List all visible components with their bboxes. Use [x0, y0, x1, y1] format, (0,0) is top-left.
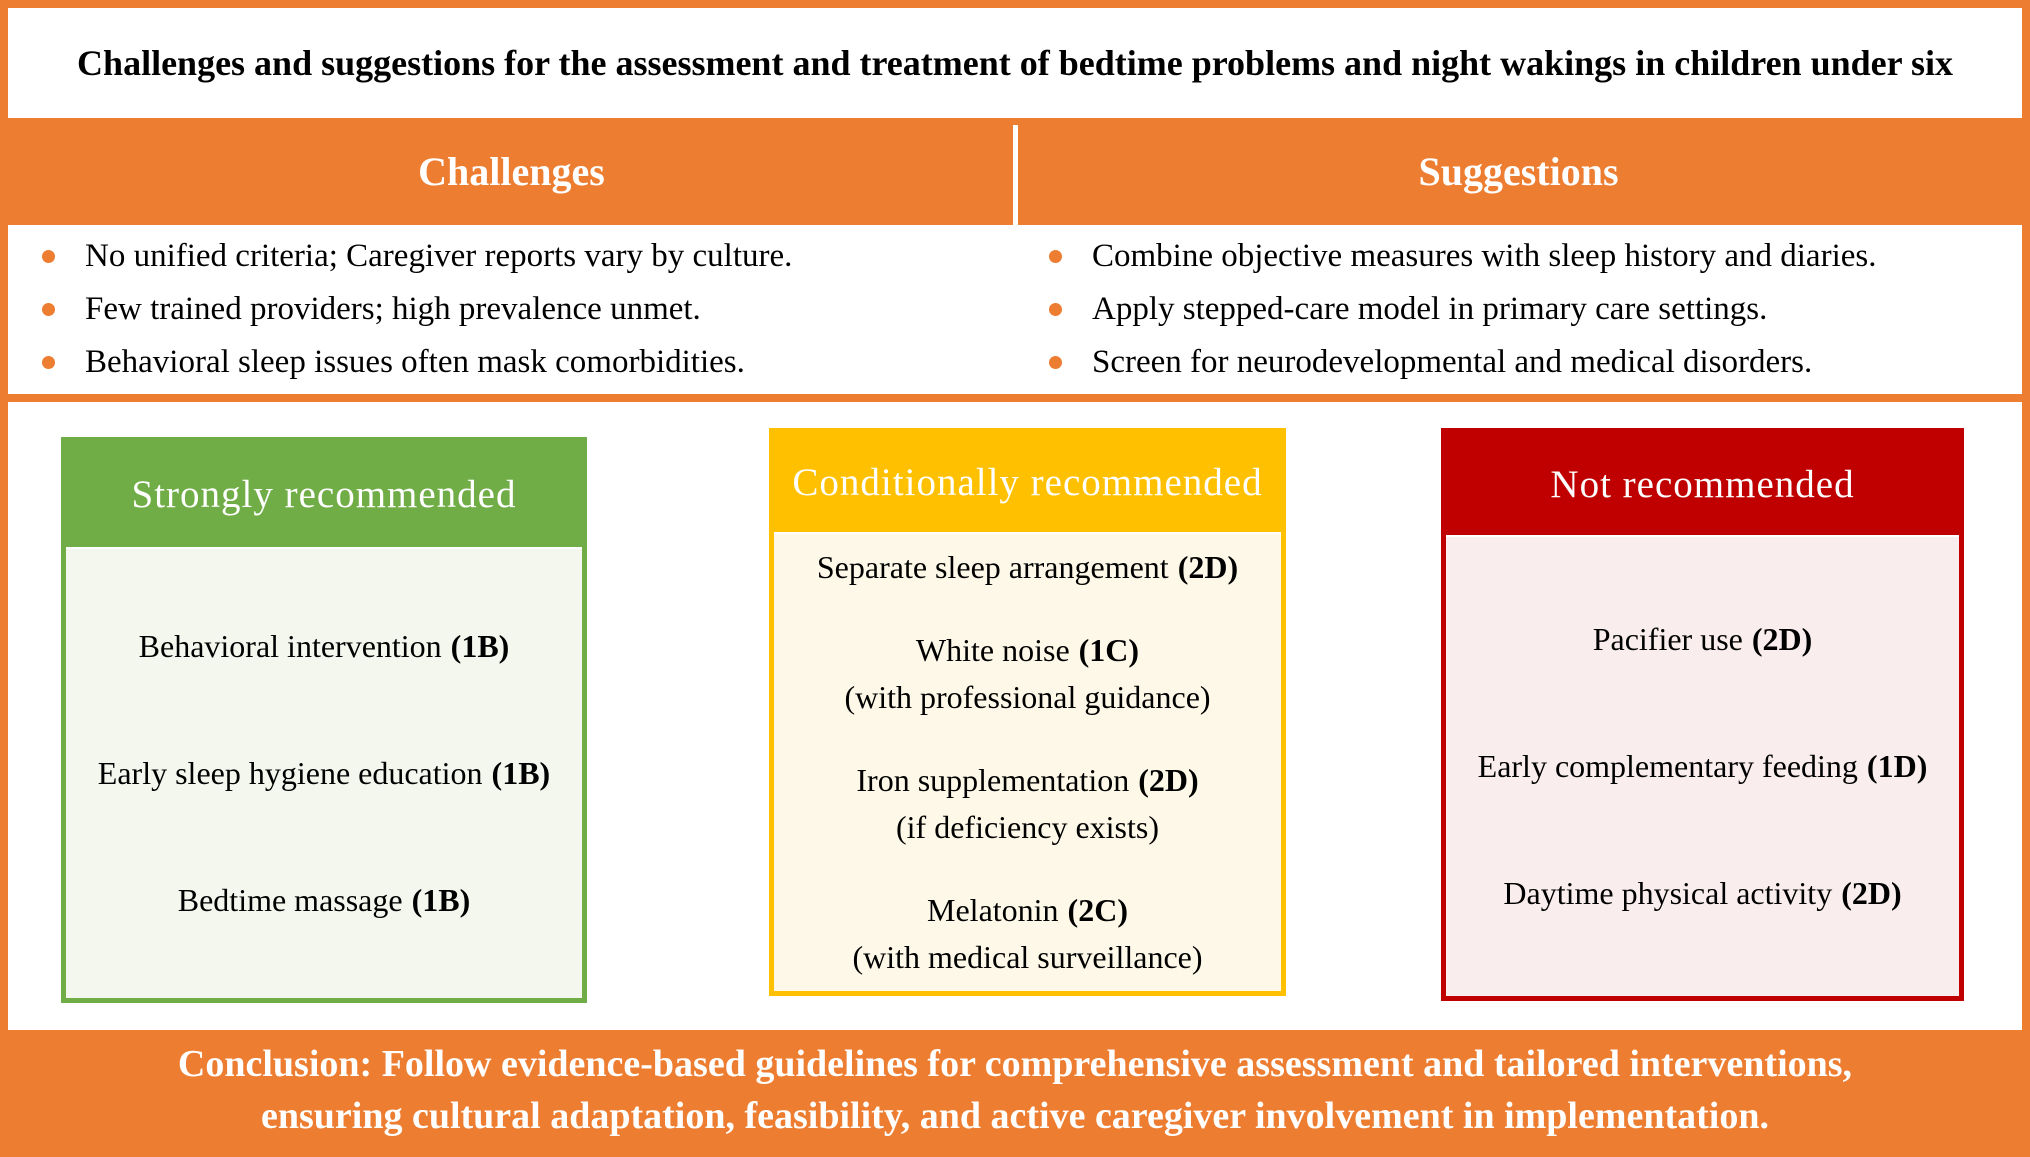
challenge-item — [8, 283, 1015, 336]
challenges-header: Challenges — [418, 149, 605, 194]
recommendation-item — [852, 887, 1202, 981]
item-note: (if deficiency exists) — [896, 809, 1159, 845]
item-line — [852, 887, 1202, 934]
recommendation-item — [178, 877, 470, 924]
recommendation-item — [139, 623, 510, 670]
bullet-dot-icon — [1049, 250, 1062, 263]
bullet-dot-icon — [42, 303, 55, 316]
item-grade: (2D) — [1138, 762, 1199, 798]
conclusion-line-2: ensuring cultural adaptation, feasibility, and active caregiver involvement in implementation. — [260, 1094, 1769, 1137]
item-grade: (2C) — [1067, 892, 1128, 928]
item-label: Separate sleep arrangement — [816, 549, 1169, 585]
item-grade: (1C) — [1078, 632, 1140, 668]
item-line — [844, 627, 1210, 674]
item-grade: (1B) — [450, 628, 510, 664]
conclusion-line-1: Conclusion: Follow evidence-based guidelines for comprehensive assessment and tailored interventions, — [177, 1042, 1853, 1085]
recommendation-item — [1478, 743, 1928, 790]
item-label: Daytime physical activity — [1503, 875, 1833, 911]
item-label: Pacifier use — [1592, 621, 1743, 657]
item-label: Melatonin — [927, 892, 1059, 928]
item-line — [856, 757, 1198, 804]
item-grade: (1B) — [411, 882, 471, 918]
suggestion-item — [1015, 230, 2022, 283]
suggestions-column — [1015, 225, 2022, 394]
conditionally-recommended-box — [769, 428, 1286, 996]
suggestion-item — [1015, 283, 2022, 336]
item-grade: (1D) — [1866, 748, 1928, 784]
section-divider — [8, 394, 2022, 402]
strongly-recommended-box — [61, 437, 587, 1003]
item-note: (with professional guidance) — [844, 679, 1211, 715]
conditionally-recommended-body — [774, 532, 1281, 991]
not-recommended-body — [1446, 535, 1959, 996]
item-grade: (1B) — [491, 755, 551, 791]
item-label: Bedtime massage — [177, 882, 403, 918]
not-recommended-box — [1441, 428, 1964, 1001]
item-grade: (2D) — [1177, 549, 1239, 585]
recommendation-item — [1503, 870, 1901, 917]
strongly-recommended-header: Strongly recommended — [66, 442, 582, 547]
suggestion-text: Screen for neurodevelopmental and medical disorders. — [1092, 344, 1813, 380]
column-header-band — [8, 118, 2022, 225]
item-line — [139, 623, 510, 670]
recommendation-item — [844, 627, 1210, 721]
recommendation-item — [856, 757, 1198, 851]
challenge-item — [8, 230, 1015, 283]
item-label: Behavioral intervention — [138, 628, 442, 664]
recommendation-item — [98, 750, 550, 797]
column-divider — [1013, 125, 1018, 225]
item-grade: (2D) — [1751, 621, 1813, 657]
challenge-text: Behavioral sleep issues often mask comorbidities. — [85, 344, 745, 380]
challenge-item — [8, 336, 1015, 389]
recommendation-item — [817, 544, 1238, 591]
challenge-text: No unified criteria; Caregiver reports vary by culture. — [85, 238, 793, 274]
bullet-dot-icon — [42, 356, 55, 369]
suggestion-text: Apply stepped-care model in primary care settings. — [1092, 291, 1768, 327]
item-label: Iron supplementation — [856, 762, 1130, 798]
suggestion-item — [1015, 336, 2022, 389]
bullet-dot-icon — [42, 250, 55, 263]
title-bar — [8, 8, 2022, 118]
bullet-dot-icon — [1049, 303, 1062, 316]
item-line — [1478, 743, 1928, 790]
item-line — [817, 544, 1238, 591]
challenges-column — [8, 225, 1015, 394]
item-label: Early sleep hygiene education — [97, 755, 483, 791]
item-line — [1503, 870, 1901, 917]
item-line — [178, 877, 470, 924]
item-line — [98, 750, 550, 797]
conclusion-bar — [8, 1030, 2022, 1149]
suggestion-text: Combine objective measures with sleep history and diaries. — [1092, 238, 1877, 274]
suggestions-header: Suggestions — [1418, 149, 1619, 194]
not-recommended-header: Not recommended — [1446, 433, 1959, 535]
recommendation-item — [1593, 616, 1813, 663]
item-grade: (2D) — [1841, 875, 1902, 911]
bullet-section — [8, 225, 2022, 394]
figure-title: Challenges and suggestions for the assessment and treatment of bedtime problems and night wakings in children under six — [77, 43, 1953, 83]
item-label: Early complementary feeding — [1477, 748, 1858, 784]
item-label: White noise — [915, 632, 1070, 668]
strongly-recommended-body — [66, 547, 582, 998]
conditionally-recommended-header: Conditionally recommended — [774, 433, 1281, 532]
bullet-dot-icon — [1049, 356, 1062, 369]
item-note: (with medical surveillance) — [852, 939, 1203, 975]
challenge-text: Few trained providers; high prevalence unmet. — [85, 291, 701, 327]
item-line — [1593, 616, 1813, 663]
